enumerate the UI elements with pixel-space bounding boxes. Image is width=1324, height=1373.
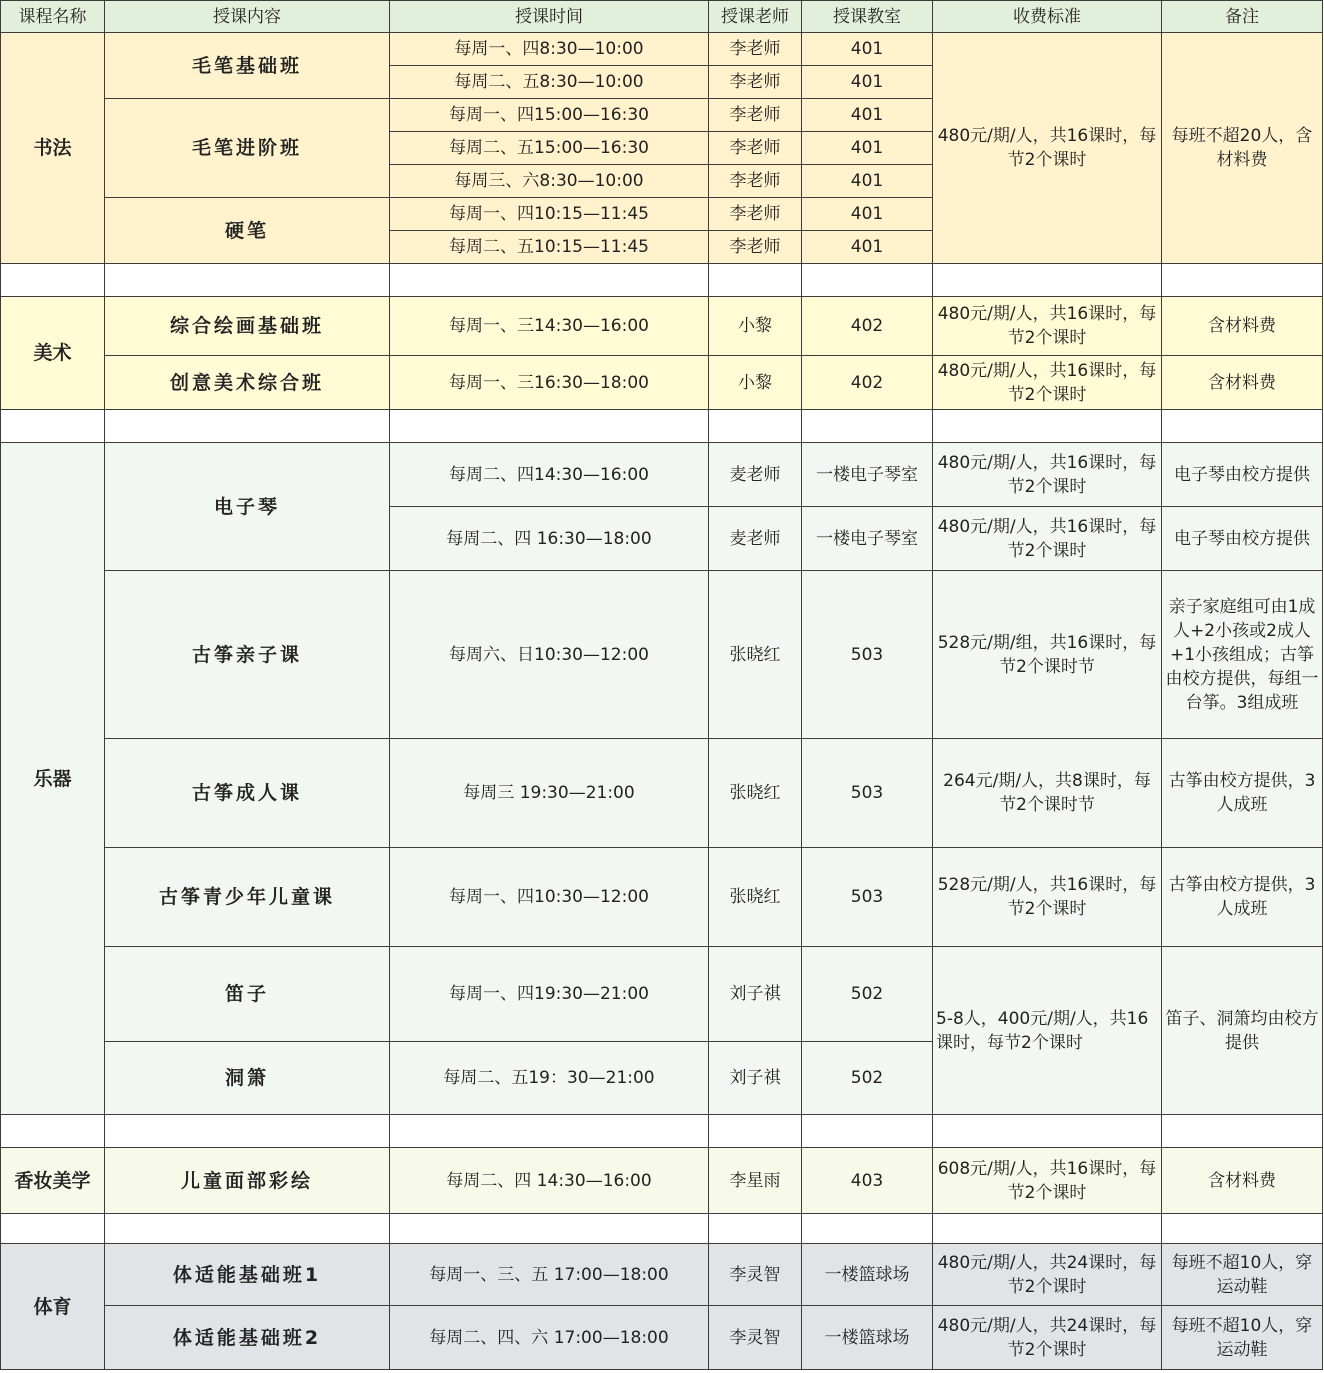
empty-cell bbox=[933, 410, 1162, 443]
fee-cell: 480元/期/人，共16课时，每节2个课时 bbox=[933, 297, 1162, 356]
separator-row bbox=[1, 264, 1323, 297]
course-name-cell: 古筝亲子课 bbox=[105, 571, 390, 739]
empty-cell bbox=[390, 1115, 709, 1148]
room-cell: 502 bbox=[802, 947, 933, 1042]
note-cell: 电子琴由校方提供 bbox=[1162, 507, 1323, 571]
teacher-cell: 张晓红 bbox=[709, 848, 802, 947]
room-cell: 503 bbox=[802, 848, 933, 947]
note-cell: 古筝由校方提供，3人成班 bbox=[1162, 848, 1323, 947]
teacher-cell: 麦老师 bbox=[709, 507, 802, 571]
course-name-cell: 电子琴 bbox=[105, 443, 390, 571]
empty-cell bbox=[1162, 1214, 1323, 1244]
course-name-cell: 创意美术综合班 bbox=[105, 356, 390, 410]
time-cell: 每周二、五8:30—10:00 bbox=[390, 66, 709, 99]
note-cell: 每班不超20人，含材料费 bbox=[1162, 33, 1323, 264]
room-cell: 401 bbox=[802, 66, 933, 99]
empty-cell bbox=[390, 264, 709, 297]
time-cell: 每周二、五19：30—21:00 bbox=[390, 1042, 709, 1115]
empty-cell bbox=[1162, 410, 1323, 443]
empty-cell bbox=[1162, 1115, 1323, 1148]
teacher-cell: 李老师 bbox=[709, 99, 802, 132]
note-cell: 亲子家庭组可由1成人+2小孩或2成人+1小孩组成；古筝由校方提供，每组一台筝。3组成班 bbox=[1162, 571, 1323, 739]
time-cell: 每周三、六8:30—10:00 bbox=[390, 165, 709, 198]
fee-cell: 264元/期/人，共8课时，每节2个课时节 bbox=[933, 739, 1162, 848]
course-name-cell: 笛子 bbox=[105, 947, 390, 1042]
header-cell: 课程名称 bbox=[1, 1, 105, 33]
fee-cell: 480元/期/人，共16课时，每节2个课时 bbox=[933, 507, 1162, 571]
category-cell: 体育 bbox=[1, 1244, 105, 1370]
room-cell: 503 bbox=[802, 739, 933, 848]
empty-cell bbox=[802, 410, 933, 443]
time-cell: 每周一、四10:30—12:00 bbox=[390, 848, 709, 947]
time-cell: 每周一、三16:30—18:00 bbox=[390, 356, 709, 410]
room-cell: 401 bbox=[802, 33, 933, 66]
teacher-cell: 李灵智 bbox=[709, 1244, 802, 1306]
fee-cell: 480元/期/人，共24课时，每节2个课时 bbox=[933, 1244, 1162, 1306]
time-cell: 每周一、四8:30—10:00 bbox=[390, 33, 709, 66]
empty-cell bbox=[1, 410, 105, 443]
room-cell: 401 bbox=[802, 132, 933, 165]
room-cell: 403 bbox=[802, 1148, 933, 1214]
course-name-cell: 古筝成人课 bbox=[105, 739, 390, 848]
empty-cell bbox=[1162, 264, 1323, 297]
teacher-cell: 李星雨 bbox=[709, 1148, 802, 1214]
course-name-cell: 洞箫 bbox=[105, 1042, 390, 1115]
table-row bbox=[1, 33, 1323, 66]
table-row bbox=[1, 356, 1323, 410]
room-cell: 401 bbox=[802, 231, 933, 264]
room-cell: 502 bbox=[802, 1042, 933, 1115]
category-cell: 香妆美学 bbox=[1, 1148, 105, 1214]
room-cell: 402 bbox=[802, 356, 933, 410]
fee-cell: 480元/期/人，共16课时，每节2个课时 bbox=[933, 356, 1162, 410]
fee-cell: 608元/期/人，共16课时，每节2个课时 bbox=[933, 1148, 1162, 1214]
teacher-cell: 张晓红 bbox=[709, 739, 802, 848]
teacher-cell: 李灵智 bbox=[709, 1306, 802, 1370]
time-cell: 每周一、三14:30—16:00 bbox=[390, 297, 709, 356]
separator-row bbox=[1, 1115, 1323, 1148]
room-cell: 401 bbox=[802, 198, 933, 231]
empty-cell bbox=[802, 1214, 933, 1244]
room-cell: 402 bbox=[802, 297, 933, 356]
note-cell: 每班不超10人，穿运动鞋 bbox=[1162, 1244, 1323, 1306]
table-row bbox=[1, 1244, 1323, 1306]
header-cell: 收费标准 bbox=[933, 1, 1162, 33]
time-cell: 每周二、四14:30—16:00 bbox=[390, 443, 709, 507]
header-cell: 备注 bbox=[1162, 1, 1323, 33]
course-name-cell: 毛笔基础班 bbox=[105, 33, 390, 99]
fee-cell: 5-8人，400元/期/人，共16课时，每节2个课时 bbox=[933, 947, 1162, 1115]
empty-cell bbox=[709, 1115, 802, 1148]
teacher-cell: 李老师 bbox=[709, 132, 802, 165]
fee-cell: 480元/期/人，共16课时，每节2个课时 bbox=[933, 33, 1162, 264]
time-cell: 每周一、四15:00—16:30 bbox=[390, 99, 709, 132]
time-cell: 每周二、五15:00—16:30 bbox=[390, 132, 709, 165]
empty-cell bbox=[933, 264, 1162, 297]
teacher-cell: 小黎 bbox=[709, 297, 802, 356]
fee-cell: 528元/期/组，共16课时，每节2个课时节 bbox=[933, 571, 1162, 739]
course-name-cell: 古筝青少年儿童课 bbox=[105, 848, 390, 947]
teacher-cell: 李老师 bbox=[709, 66, 802, 99]
table-row bbox=[1, 1148, 1323, 1214]
table-row bbox=[1, 443, 1323, 507]
table-row bbox=[1, 739, 1323, 848]
table-row bbox=[1, 297, 1323, 356]
empty-cell bbox=[390, 1214, 709, 1244]
fee-cell: 480元/期/人，共16课时，每节2个课时 bbox=[933, 443, 1162, 507]
empty-cell bbox=[105, 264, 390, 297]
table-row bbox=[1, 848, 1323, 947]
room-cell: 一楼电子琴室 bbox=[802, 443, 933, 507]
course-name-cell: 综合绘画基础班 bbox=[105, 297, 390, 356]
category-cell: 书法 bbox=[1, 33, 105, 264]
empty-cell bbox=[933, 1214, 1162, 1244]
time-cell: 每周二、四、六 17:00—18:00 bbox=[390, 1306, 709, 1370]
table-row bbox=[1, 571, 1323, 739]
empty-cell bbox=[709, 410, 802, 443]
note-cell: 含材料费 bbox=[1162, 356, 1323, 410]
empty-cell bbox=[709, 1214, 802, 1244]
empty-cell bbox=[1, 1214, 105, 1244]
teacher-cell: 麦老师 bbox=[709, 443, 802, 507]
teacher-cell: 李老师 bbox=[709, 33, 802, 66]
fee-cell: 480元/期/人，共24课时，每节2个课时 bbox=[933, 1306, 1162, 1370]
course-name-cell: 儿童面部彩绘 bbox=[105, 1148, 390, 1214]
room-cell: 401 bbox=[802, 99, 933, 132]
empty-cell bbox=[1, 264, 105, 297]
time-cell: 每周六、日10:30—12:00 bbox=[390, 571, 709, 739]
teacher-cell: 李老师 bbox=[709, 231, 802, 264]
time-cell: 每周二、五10:15—11:45 bbox=[390, 231, 709, 264]
time-cell: 每周二、四 16:30—18:00 bbox=[390, 507, 709, 571]
course-name-cell: 硬笔 bbox=[105, 198, 390, 264]
empty-cell bbox=[1, 1115, 105, 1148]
time-cell: 每周一、四19:30—21:00 bbox=[390, 947, 709, 1042]
empty-cell bbox=[802, 264, 933, 297]
teacher-cell: 张晓红 bbox=[709, 571, 802, 739]
header-cell: 授课老师 bbox=[709, 1, 802, 33]
category-cell: 美术 bbox=[1, 297, 105, 410]
empty-cell bbox=[105, 1214, 390, 1244]
room-cell: 401 bbox=[802, 165, 933, 198]
fee-cell: 528元/期/人，共16课时，每节2个课时 bbox=[933, 848, 1162, 947]
teacher-cell: 李老师 bbox=[709, 165, 802, 198]
teacher-cell: 刘子祺 bbox=[709, 947, 802, 1042]
empty-cell bbox=[709, 264, 802, 297]
teacher-cell: 小黎 bbox=[709, 356, 802, 410]
empty-cell bbox=[105, 410, 390, 443]
course-name-cell: 体适能基础班2 bbox=[105, 1306, 390, 1370]
note-cell: 古筝由校方提供，3人成班 bbox=[1162, 739, 1323, 848]
time-cell: 每周二、四 14:30—16:00 bbox=[390, 1148, 709, 1214]
empty-cell bbox=[802, 1115, 933, 1148]
course-name-cell: 毛笔进阶班 bbox=[105, 99, 390, 198]
course-name-cell: 体适能基础班1 bbox=[105, 1244, 390, 1306]
time-cell: 每周一、四10:15—11:45 bbox=[390, 198, 709, 231]
header-cell: 授课时间 bbox=[390, 1, 709, 33]
note-cell: 含材料费 bbox=[1162, 1148, 1323, 1214]
time-cell: 每周三 19:30—21:00 bbox=[390, 739, 709, 848]
header-cell: 授课教室 bbox=[802, 1, 933, 33]
separator-row bbox=[1, 1214, 1323, 1244]
note-cell: 含材料费 bbox=[1162, 297, 1323, 356]
empty-cell bbox=[933, 1115, 1162, 1148]
category-cell: 乐器 bbox=[1, 443, 105, 1115]
note-cell: 每班不超10人，穿运动鞋 bbox=[1162, 1306, 1323, 1370]
separator-row bbox=[1, 410, 1323, 443]
table-row bbox=[1, 947, 1323, 1042]
empty-cell bbox=[390, 410, 709, 443]
room-cell: 503 bbox=[802, 571, 933, 739]
room-cell: 一楼篮球场 bbox=[802, 1306, 933, 1370]
empty-cell bbox=[105, 1115, 390, 1148]
table-row bbox=[1, 1306, 1323, 1370]
header-cell: 授课内容 bbox=[105, 1, 390, 33]
time-cell: 每周一、三、五 17:00—18:00 bbox=[390, 1244, 709, 1306]
room-cell: 一楼电子琴室 bbox=[802, 507, 933, 571]
teacher-cell: 刘子祺 bbox=[709, 1042, 802, 1115]
note-cell: 电子琴由校方提供 bbox=[1162, 443, 1323, 507]
header-row bbox=[1, 1, 1323, 33]
teacher-cell: 李老师 bbox=[709, 198, 802, 231]
note-cell: 笛子、洞箫均由校方提供 bbox=[1162, 947, 1323, 1115]
room-cell: 一楼篮球场 bbox=[802, 1244, 933, 1306]
